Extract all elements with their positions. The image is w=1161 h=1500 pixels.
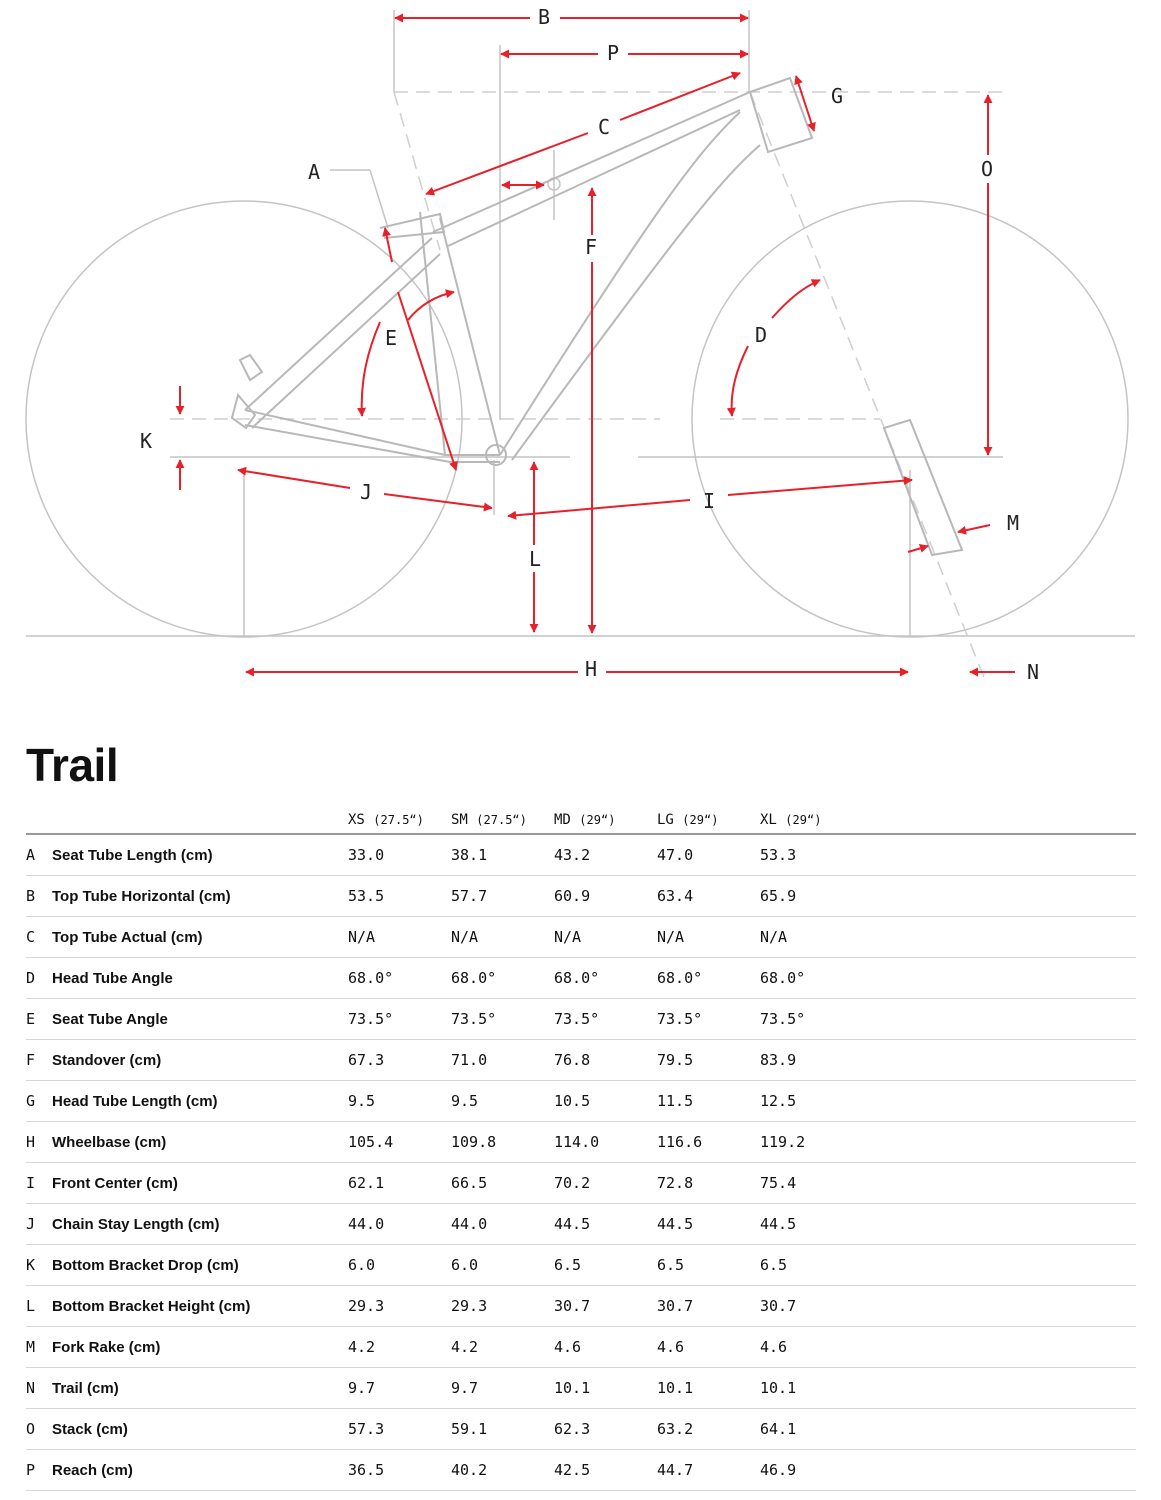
- row-name: Bottom Bracket Drop (cm): [52, 1245, 348, 1286]
- cell-value: 66.5: [451, 1163, 554, 1204]
- cell-value: 63.4: [657, 876, 760, 917]
- label-E: E: [385, 326, 398, 350]
- cell-value: 114.0: [554, 1122, 657, 1163]
- row-letter: P: [26, 1450, 52, 1491]
- header-size-xl: [760, 806, 863, 834]
- cell-value: 57.7: [451, 876, 554, 917]
- row-name: Stack (cm): [52, 1409, 348, 1450]
- wheel-size: (29“): [579, 812, 616, 827]
- row-filler: [863, 1450, 1136, 1491]
- size-code: LG: [657, 811, 674, 828]
- cell-value: 44.0: [348, 1204, 451, 1245]
- cell-value: 119.2: [760, 1122, 863, 1163]
- header-name: [52, 806, 348, 834]
- cell-value: 40.2: [451, 1450, 554, 1491]
- header-filler: [863, 806, 1136, 834]
- row-filler: [863, 1368, 1136, 1409]
- row-letter: M: [26, 1327, 52, 1368]
- row-letter: N: [26, 1368, 52, 1409]
- cell-value: 105.4: [348, 1122, 451, 1163]
- cell-value: 43.2: [554, 834, 657, 876]
- cell-value: 68.0°: [657, 958, 760, 999]
- row-name: Trail (cm): [52, 1368, 348, 1409]
- table-row: [26, 1122, 1136, 1163]
- cell-value: 44.5: [760, 1204, 863, 1245]
- cell-value: 6.0: [348, 1245, 451, 1286]
- cell-value: 29.3: [348, 1286, 451, 1327]
- cell-value: N/A: [657, 917, 760, 958]
- cell-value: 60.9: [554, 876, 657, 917]
- table-body: [26, 834, 1136, 1491]
- table-row: [26, 1450, 1136, 1491]
- row-filler: [863, 1040, 1136, 1081]
- cell-value: 73.5°: [760, 999, 863, 1040]
- label-N: N: [1027, 660, 1040, 684]
- cell-value: 44.0: [451, 1204, 554, 1245]
- table-row: [26, 1368, 1136, 1409]
- row-name: Standover (cm): [52, 1040, 348, 1081]
- cell-value: 10.1: [657, 1368, 760, 1409]
- cell-value: 6.5: [554, 1245, 657, 1286]
- cell-value: 68.0°: [451, 958, 554, 999]
- size-code: XS: [348, 811, 365, 828]
- cell-value: 10.5: [554, 1081, 657, 1122]
- row-letter: I: [26, 1163, 52, 1204]
- row-letter: G: [26, 1081, 52, 1122]
- cell-value: 29.3: [451, 1286, 554, 1327]
- table-row: [26, 1327, 1136, 1368]
- header-letter: [26, 806, 52, 834]
- table-row: [26, 1204, 1136, 1245]
- cell-value: 75.4: [760, 1163, 863, 1204]
- cell-value: 83.9: [760, 1040, 863, 1081]
- row-filler: [863, 834, 1136, 876]
- row-name: Seat Tube Length (cm): [52, 834, 348, 876]
- row-filler: [863, 1163, 1136, 1204]
- seat-extension: [394, 92, 440, 250]
- cell-value: 65.9: [760, 876, 863, 917]
- row-filler: [863, 1081, 1136, 1122]
- table-header-row: [26, 806, 1136, 834]
- cell-value: 4.6: [657, 1327, 760, 1368]
- wheel-size: (27.5“): [476, 812, 527, 827]
- dimension-labels: [140, 5, 1039, 684]
- cell-value: 53.5: [348, 876, 451, 917]
- table-row: [26, 1245, 1136, 1286]
- row-filler: [863, 999, 1136, 1040]
- label-C: C: [598, 115, 611, 139]
- label-L: L: [529, 547, 542, 571]
- cell-value: 44.5: [657, 1204, 760, 1245]
- frame: [232, 78, 962, 555]
- row-letter: C: [26, 917, 52, 958]
- table-row: [26, 999, 1136, 1040]
- cell-value: 44.5: [554, 1204, 657, 1245]
- wheel-size: (29“): [682, 812, 719, 827]
- cell-value: 6.5: [657, 1245, 760, 1286]
- size-code: SM: [451, 811, 468, 828]
- cell-value: 59.1: [451, 1409, 554, 1450]
- row-name: Reach (cm): [52, 1450, 348, 1491]
- header-size-md: [554, 806, 657, 834]
- cell-value: 73.5°: [554, 999, 657, 1040]
- row-name: Top Tube Horizontal (cm): [52, 876, 348, 917]
- table-row: [26, 958, 1136, 999]
- cell-value: 9.5: [348, 1081, 451, 1122]
- row-filler: [863, 1327, 1136, 1368]
- table-row: [26, 1040, 1136, 1081]
- cell-value: 116.6: [657, 1122, 760, 1163]
- row-name: Head Tube Length (cm): [52, 1081, 348, 1122]
- cell-value: 63.2: [657, 1409, 760, 1450]
- label-P: P: [607, 41, 620, 65]
- row-filler: [863, 1286, 1136, 1327]
- size-code: MD: [554, 811, 571, 828]
- steering-axis: [750, 92, 985, 680]
- cell-value: 73.5°: [657, 999, 760, 1040]
- row-filler: [863, 958, 1136, 999]
- row-filler: [863, 917, 1136, 958]
- cell-value: 6.5: [760, 1245, 863, 1286]
- label-G: G: [831, 84, 844, 108]
- label-F: F: [585, 235, 598, 259]
- row-name: Seat Tube Angle: [52, 999, 348, 1040]
- cell-value: 12.5: [760, 1081, 863, 1122]
- cell-value: 64.1: [760, 1409, 863, 1450]
- cell-value: N/A: [451, 917, 554, 958]
- row-name: Head Tube Angle: [52, 958, 348, 999]
- row-letter: H: [26, 1122, 52, 1163]
- header-size-xs: [348, 806, 451, 834]
- size-code: XL: [760, 811, 777, 828]
- cell-value: 70.2: [554, 1163, 657, 1204]
- wheel-size: (27.5“): [373, 812, 424, 827]
- row-letter: L: [26, 1286, 52, 1327]
- table-row: [26, 1286, 1136, 1327]
- label-I: I: [703, 489, 716, 513]
- cell-value: 76.8: [554, 1040, 657, 1081]
- cell-value: 11.5: [657, 1081, 760, 1122]
- cell-value: 33.0: [348, 834, 451, 876]
- row-letter: E: [26, 999, 52, 1040]
- wheel-size: (29“): [785, 812, 822, 827]
- cell-value: 9.7: [451, 1368, 554, 1409]
- row-filler: [863, 1409, 1136, 1450]
- cell-value: 68.0°: [348, 958, 451, 999]
- row-name: Bottom Bracket Height (cm): [52, 1286, 348, 1327]
- cell-value: 9.7: [348, 1368, 451, 1409]
- row-letter: B: [26, 876, 52, 917]
- table-row: [26, 917, 1136, 958]
- label-J: J: [360, 480, 373, 504]
- row-letter: J: [26, 1204, 52, 1245]
- row-letter: D: [26, 958, 52, 999]
- cell-value: 47.0: [657, 834, 760, 876]
- row-filler: [863, 1122, 1136, 1163]
- cell-value: 42.5: [554, 1450, 657, 1491]
- row-letter: O: [26, 1409, 52, 1450]
- cell-value: 6.0: [451, 1245, 554, 1286]
- cell-value: 62.1: [348, 1163, 451, 1204]
- row-name: Fork Rake (cm): [52, 1327, 348, 1368]
- header-size-lg: [657, 806, 760, 834]
- header-size-sm: [451, 806, 554, 834]
- cell-value: 10.1: [554, 1368, 657, 1409]
- row-name: Top Tube Actual (cm): [52, 917, 348, 958]
- cell-value: 109.8: [451, 1122, 554, 1163]
- row-letter: K: [26, 1245, 52, 1286]
- label-A: A: [308, 160, 321, 184]
- cell-value: N/A: [760, 917, 863, 958]
- cell-value: 68.0°: [760, 958, 863, 999]
- row-letter: F: [26, 1040, 52, 1081]
- cell-value: 62.3: [554, 1409, 657, 1450]
- cell-value: 68.0°: [554, 958, 657, 999]
- cell-value: 10.1: [760, 1368, 863, 1409]
- geometry-table: [26, 806, 1136, 1491]
- table-row: [26, 1163, 1136, 1204]
- page-title: Trail: [26, 739, 119, 791]
- cell-value: 4.6: [760, 1327, 863, 1368]
- row-filler: [863, 876, 1136, 917]
- cell-value: 73.5°: [451, 999, 554, 1040]
- table-row: [26, 876, 1136, 917]
- bike-geometry-diagram: [0, 0, 1161, 700]
- cell-value: 67.3: [348, 1040, 451, 1081]
- label-D: D: [755, 323, 768, 347]
- row-name: Wheelbase (cm): [52, 1122, 348, 1163]
- label-M: M: [1007, 511, 1020, 535]
- cell-value: 71.0: [451, 1040, 554, 1081]
- label-K: K: [140, 429, 153, 453]
- label-B: B: [538, 5, 551, 29]
- row-name: Front Center (cm): [52, 1163, 348, 1204]
- cell-value: 36.5: [348, 1450, 451, 1491]
- cell-value: 30.7: [760, 1286, 863, 1327]
- cell-value: 57.3: [348, 1409, 451, 1450]
- cell-value: 72.8: [657, 1163, 760, 1204]
- cell-value: 30.7: [554, 1286, 657, 1327]
- cell-value: 44.7: [657, 1450, 760, 1491]
- cell-value: 4.6: [554, 1327, 657, 1368]
- cell-value: 38.1: [451, 834, 554, 876]
- cell-value: 73.5°: [348, 999, 451, 1040]
- row-filler: [863, 1245, 1136, 1286]
- table-row: [26, 1081, 1136, 1122]
- cell-value: N/A: [554, 917, 657, 958]
- cell-value: 79.5: [657, 1040, 760, 1081]
- a-leader-2: [370, 170, 388, 228]
- cell-value: 53.3: [760, 834, 863, 876]
- cell-value: 46.9: [760, 1450, 863, 1491]
- row-name: Chain Stay Length (cm): [52, 1204, 348, 1245]
- cell-value: 9.5: [451, 1081, 554, 1122]
- cell-value: N/A: [348, 917, 451, 958]
- row-filler: [863, 1204, 1136, 1245]
- table-row: [26, 834, 1136, 876]
- cell-value: 4.2: [451, 1327, 554, 1368]
- label-H: H: [585, 657, 598, 681]
- label-O: O: [981, 157, 994, 181]
- row-letter: A: [26, 834, 52, 876]
- cell-value: 4.2: [348, 1327, 451, 1368]
- cell-value: 30.7: [657, 1286, 760, 1327]
- table-row: [26, 1409, 1136, 1450]
